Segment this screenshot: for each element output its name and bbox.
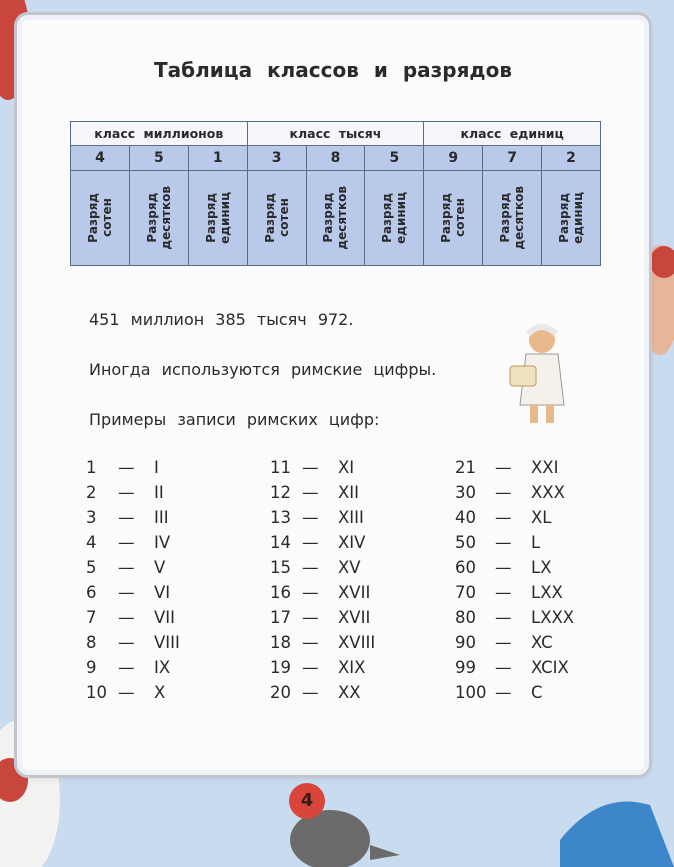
roman-teacher-illustration xyxy=(506,320,576,430)
dash: — xyxy=(118,558,135,577)
content-panel xyxy=(22,20,644,770)
arabic-number: 11 xyxy=(270,458,291,477)
arabic-number: 6 xyxy=(86,583,97,602)
roman-number: XIII xyxy=(338,508,364,527)
arabic-number: 80 xyxy=(455,608,476,627)
roman-row xyxy=(270,580,375,605)
roman-number: XVII xyxy=(338,608,371,627)
roman-row xyxy=(86,480,180,505)
arabic-number: 21 xyxy=(455,458,476,477)
roman-number: L xyxy=(531,533,541,552)
arabic-number: 30 xyxy=(455,483,476,502)
rank-cell xyxy=(542,171,601,266)
roman-row xyxy=(270,655,375,680)
roman-number: LX xyxy=(531,558,552,577)
roman-row xyxy=(455,630,574,655)
arabic-number: 20 xyxy=(270,683,291,702)
dash: — xyxy=(118,458,135,477)
dash: — xyxy=(495,458,512,477)
roman-number: XIX xyxy=(338,658,366,677)
roman-number: XVII xyxy=(338,583,371,602)
roman-number: VII xyxy=(154,608,176,627)
arabic-number: 50 xyxy=(455,533,476,552)
roman-row xyxy=(455,580,574,605)
roman-row xyxy=(270,630,375,655)
digits-row xyxy=(71,146,601,171)
arabic-number: 100 xyxy=(455,683,487,702)
digit-cell: 8 xyxy=(306,146,365,171)
roman-row xyxy=(455,480,574,505)
roman-number: VI xyxy=(154,583,171,602)
arabic-number: 9 xyxy=(86,658,97,677)
roman-number: C xyxy=(531,683,543,702)
dash: — xyxy=(302,533,319,552)
roman-row xyxy=(86,505,180,530)
classes-table xyxy=(70,121,601,266)
digit-cell: 9 xyxy=(424,146,483,171)
dash: — xyxy=(118,508,135,527)
rank-cell xyxy=(424,171,483,266)
class-units-cell: класс единиц xyxy=(424,122,601,146)
roman-number: XC xyxy=(531,633,553,652)
rank-cell xyxy=(188,171,247,266)
roman-intro-text: Иногда используются римские цифры. xyxy=(89,360,437,379)
roman-number: V xyxy=(154,558,166,577)
roman-number: LXX xyxy=(531,583,563,602)
roman-row xyxy=(86,630,180,655)
roman-row xyxy=(86,555,180,580)
arabic-number: 5 xyxy=(86,558,97,577)
number-text: 451 миллион 385 тысяч 972. xyxy=(89,310,354,329)
roman-row xyxy=(455,655,574,680)
class-header-row xyxy=(71,122,601,146)
dash: — xyxy=(495,558,512,577)
arabic-number: 15 xyxy=(270,558,291,577)
rank-cell xyxy=(247,171,306,266)
roman-row xyxy=(270,680,375,705)
rank-label: Разряд единиц xyxy=(203,192,232,244)
roman-row xyxy=(86,455,180,480)
roman-row xyxy=(455,505,574,530)
roman-row xyxy=(270,530,375,555)
arabic-number: 4 xyxy=(86,533,97,552)
roman-row xyxy=(86,680,180,705)
roman-row xyxy=(270,555,375,580)
rank-cell xyxy=(306,171,365,266)
roman-number: III xyxy=(154,508,169,527)
roman-row xyxy=(270,605,375,630)
roman-number: XV xyxy=(338,558,361,577)
roman-row xyxy=(86,530,180,555)
roman-number: XIV xyxy=(338,533,366,552)
dash: — xyxy=(118,633,135,652)
dash: — xyxy=(302,608,319,627)
roman-number: X xyxy=(154,683,166,702)
dash: — xyxy=(495,483,512,502)
rank-label: Разряд сотен xyxy=(85,193,114,243)
dash: — xyxy=(495,658,512,677)
dash: — xyxy=(302,558,319,577)
roman-row xyxy=(86,580,180,605)
dash: — xyxy=(495,533,512,552)
roman-number: XII xyxy=(338,483,360,502)
dash: — xyxy=(302,658,319,677)
dash: — xyxy=(495,633,512,652)
arabic-number: 7 xyxy=(86,608,97,627)
dash: — xyxy=(118,533,135,552)
roman-row xyxy=(86,605,180,630)
dash: — xyxy=(495,683,512,702)
roman-column-2 xyxy=(270,455,375,705)
rank-cell xyxy=(365,171,424,266)
rank-label: Разряд десятков xyxy=(321,186,350,250)
roman-number: XXX xyxy=(531,483,565,502)
ranks-row xyxy=(71,171,601,266)
dash: — xyxy=(495,508,512,527)
digit-cell: 5 xyxy=(129,146,188,171)
roman-number: I xyxy=(154,458,159,477)
rank-label: Разряд десятков xyxy=(144,186,173,250)
roman-column-3 xyxy=(455,455,574,705)
dash: — xyxy=(495,583,512,602)
digit-cell: 3 xyxy=(247,146,306,171)
arabic-number: 2 xyxy=(86,483,97,502)
arabic-number: 3 xyxy=(86,508,97,527)
examples-label: Примеры записи римских цифр: xyxy=(89,410,380,429)
dash: — xyxy=(495,608,512,627)
dash: — xyxy=(118,483,135,502)
digit-cell: 4 xyxy=(71,146,130,171)
digit-cell: 7 xyxy=(483,146,542,171)
digit-cell: 2 xyxy=(542,146,601,171)
arabic-number: 8 xyxy=(86,633,97,652)
arabic-number: 13 xyxy=(270,508,291,527)
roman-row xyxy=(270,505,375,530)
arabic-number: 16 xyxy=(270,583,291,602)
dash: — xyxy=(302,508,319,527)
dash: — xyxy=(118,608,135,627)
roman-row xyxy=(455,555,574,580)
roman-row xyxy=(455,530,574,555)
class-thousands-cell: класс тысяч xyxy=(247,122,424,146)
roman-column-1 xyxy=(86,455,180,705)
roman-number: VIII xyxy=(154,633,180,652)
arabic-number: 40 xyxy=(455,508,476,527)
roman-number: XX xyxy=(338,683,361,702)
arabic-number: 19 xyxy=(270,658,291,677)
rank-label: Разряд десятков xyxy=(498,186,527,250)
roman-number: XXI xyxy=(531,458,559,477)
arabic-number: 18 xyxy=(270,633,291,652)
roman-row xyxy=(455,680,574,705)
arabic-number: 14 xyxy=(270,533,291,552)
roman-number: LXXX xyxy=(531,608,575,627)
page-number: 4 xyxy=(289,783,325,819)
dash: — xyxy=(302,458,319,477)
roman-number: IV xyxy=(154,533,171,552)
arabic-number: 10 xyxy=(86,683,107,702)
arabic-number: 1 xyxy=(86,458,97,477)
roman-number: IX xyxy=(154,658,171,677)
class-millions-cell: класс миллионов xyxy=(71,122,248,146)
arabic-number: 12 xyxy=(270,483,291,502)
dash: — xyxy=(302,633,319,652)
rank-cell xyxy=(483,171,542,266)
dash: — xyxy=(302,683,319,702)
arabic-number: 90 xyxy=(455,633,476,652)
roman-row xyxy=(270,455,375,480)
digit-cell: 1 xyxy=(188,146,247,171)
arabic-number: 99 xyxy=(455,658,476,677)
arabic-number: 17 xyxy=(270,608,291,627)
roman-number: XVIII xyxy=(338,633,376,652)
dash: — xyxy=(302,483,319,502)
dash: — xyxy=(118,683,135,702)
roman-number: XCIX xyxy=(531,658,569,677)
roman-row xyxy=(455,455,574,480)
rank-label: Разряд сотен xyxy=(439,193,468,243)
rank-cell xyxy=(129,171,188,266)
dash: — xyxy=(118,658,135,677)
page-title: Таблица классов и разрядов xyxy=(154,58,512,82)
rank-label: Разряд сотен xyxy=(262,193,291,243)
dash: — xyxy=(118,583,135,602)
roman-row xyxy=(270,480,375,505)
roman-row xyxy=(455,605,574,630)
roman-row xyxy=(86,655,180,680)
rank-label: Разряд единиц xyxy=(380,192,409,244)
rank-cell xyxy=(71,171,130,266)
roman-number: XI xyxy=(338,458,355,477)
arabic-number: 70 xyxy=(455,583,476,602)
rank-label: Разряд единиц xyxy=(557,192,585,244)
roman-number: XL xyxy=(531,508,552,527)
dash: — xyxy=(302,583,319,602)
arabic-number: 60 xyxy=(455,558,476,577)
roman-number: II xyxy=(154,483,164,502)
digit-cell: 5 xyxy=(365,146,424,171)
